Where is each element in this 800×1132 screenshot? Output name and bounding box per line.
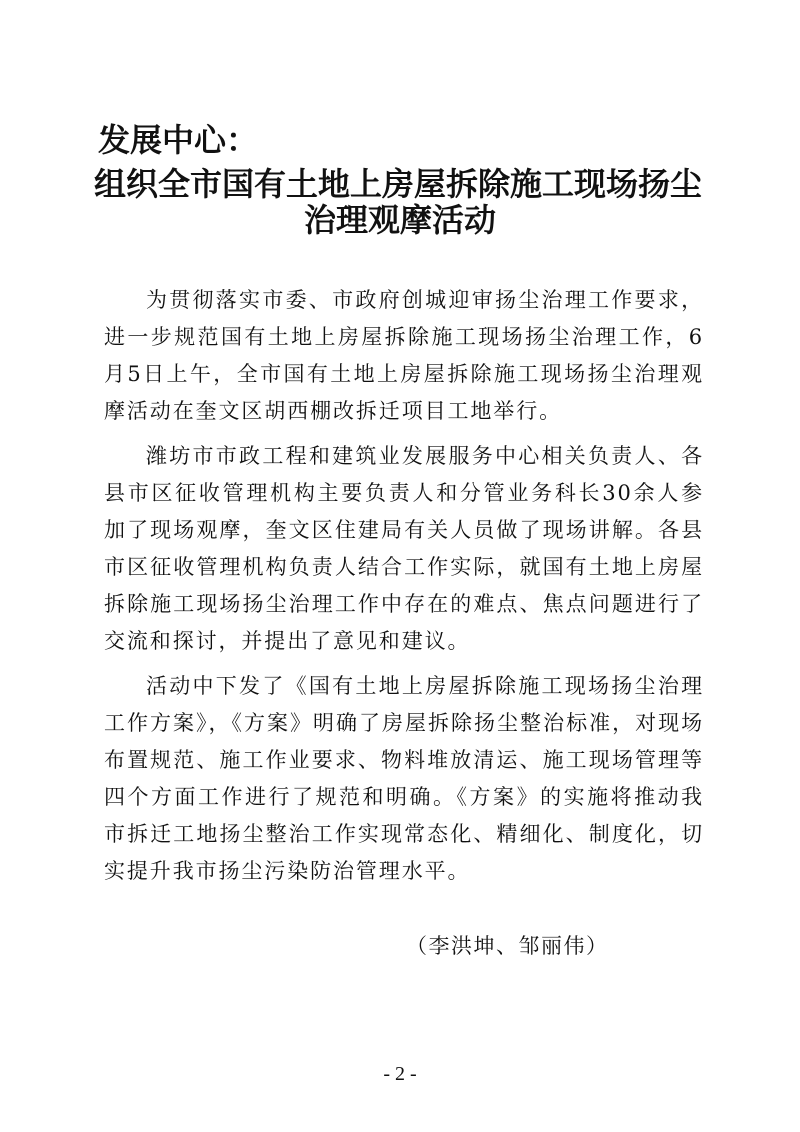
document-title-line2: 治理观摩活动 [303,201,496,239]
document-title-prefix: 发展中心： [98,121,259,159]
author-credit: （李洪坤、邹丽伟） [406,934,609,958]
paragraph-3: 活动中下发了《国有土地上房屋拆除施工现场扬尘治理工作方案》，《方案》明确了房屋拆除扬尘整治标准，对现场布置规范、施工作业要求、物料堆放清运、施工现场管理等四个方面工作进行了规范和明确。《方案》的实施将推动我市拆迁工地扬尘整治工作实现常态化、精细化、制度化，切实提升我市扬尘污染防治管理水平。 [104,674,704,883]
article-body [104,282,704,898]
paragraph-2: 潍坊市市政工程和建筑业发展服务中心相关负责人、各县市区征收管理机构主要负责人和分管业务科长30余人参加了现场观摩，奎文区住建局有关人员做了现场讲解。各县市区征收管理机构负责人结合工作实际，就国有土地上房屋拆除施工现场扬尘治理工作中存在的难点、焦点问题进行了交流和探讨，并提出了意见和建议。 [104,444,704,653]
document-title-line1: 组织全市国有土地上房屋拆除施工现场扬尘 [93,165,702,203]
paragraph-1: 为贯彻落实市委、市政府创城迎审扬尘治理工作要求，进一步规范国有土地上房屋拆除施工现场扬尘治理工作，6月5日上午，全市国有土地上房屋拆除施工现场扬尘治理观摩活动在奎文区胡西棚改拆迁项目工地举行。 [104,288,704,423]
page-number: - 2 - [383,1063,417,1085]
